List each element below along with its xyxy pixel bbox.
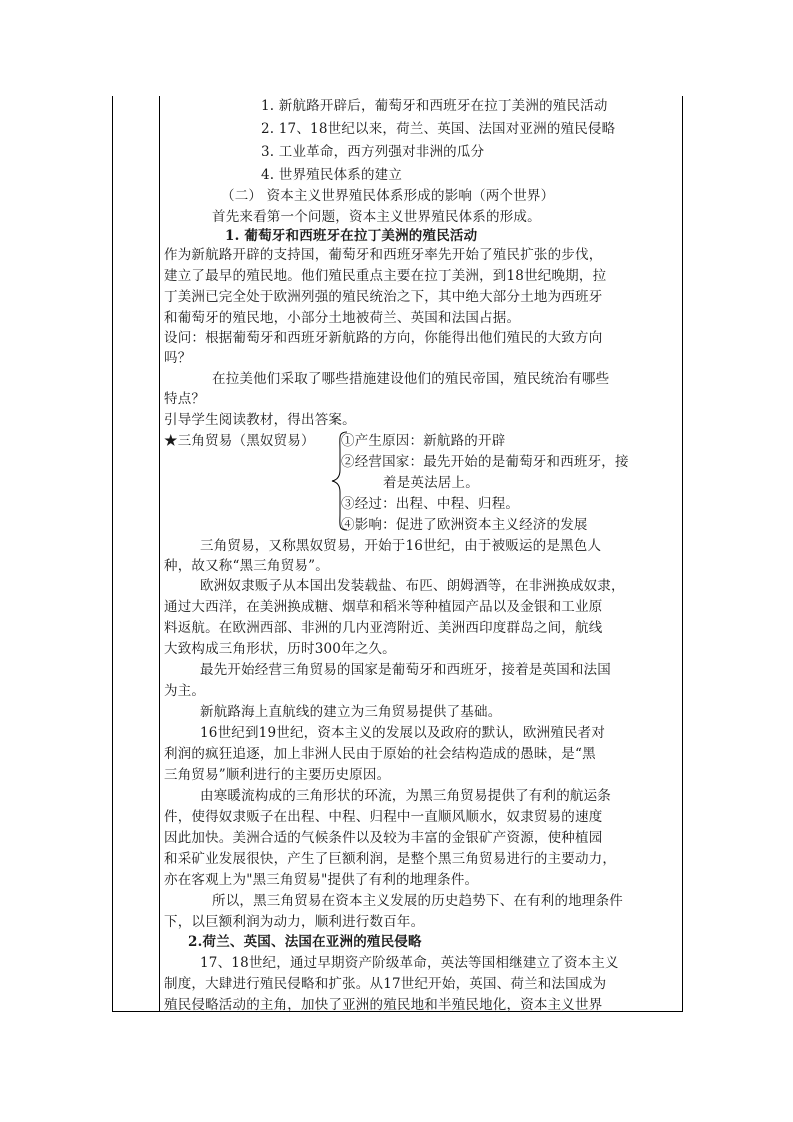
triangle-para-line: 下，以巨额利润为动力，顺利进行数百年。 [164,914,425,930]
outline-item-2: 2. 17、18世纪以来，荷兰、英国、法国对亚洲的殖民侵略 [261,121,616,137]
triangle-para-line: 亦在客观上为"黑三角贸易"提供了有利的地理条件。 [164,872,479,888]
triangle-para-line: 大致构成三角形状，历时300年之久。 [164,641,396,657]
triangle-para-line: 因此加快。美洲合适的气候条件以及较为丰富的金银矿产资源，使种植园 [164,830,603,846]
section1-heading: 1. 葡萄牙和西班牙在拉丁美洲的殖民活动 [225,228,478,244]
section-two-heading: （二） 资本主义世界殖民体系形成的影响（两个世界） [221,188,555,204]
outline-item-3: 3. 工业革命，西方列强对非洲的瓜分 [261,144,485,160]
table-column-divider [159,96,160,1011]
question-line: 设问：根据葡萄牙和西班牙新航路的方向，你能得出他们殖民的大致方向 [164,330,603,346]
section1-para-line: 丁美洲已完全处于欧洲列强的殖民统治之下，其中绝大部分土地为西班牙 [164,289,603,305]
triangle-para-line: 利润的疯狂追逐，加上非洲人民由于原始的社会结构造成的愚昧，是“黑 [164,746,596,762]
triangle-point-cont: 着是英法居上。 [383,475,479,491]
section2-heading: 2.荷兰、英国、法国在亚洲的殖民侵略 [188,934,422,950]
triangle-para-line: 种，故又称“黑三角贸易”。 [164,558,329,574]
section1-para-line: 作为新航路开辟的支持国，葡萄牙和西班牙率先开始了殖民扩张的步伐， [164,247,603,263]
brace-bracket [329,430,351,532]
question-line: 吗？ [164,350,192,366]
section2-para-line: 17、18世纪，通过早期资产阶级革命，英法等国相继建立了资本主义 [200,955,619,971]
triangle-para-line: 为主。 [164,683,206,699]
section2-para-line: 殖民侵略活动的主角，加快了亚洲的殖民地和半殖民地化，资本主义世界 [164,997,603,1013]
section1-para-line: 和葡萄牙的殖民地，小部分土地被荷兰、英国和法国占据。 [164,310,521,326]
section2-para-line: 制度，大肆进行殖民侵略和扩张。从17世纪开始，英国、荷兰和法国成为 [164,976,607,992]
question2-line: 在拉美他们采取了哪些措施建设他们的殖民帝国，殖民统治有哪些 [212,371,610,387]
triangle-point: ①产生原因：新航路的开辟 [341,433,506,449]
triangle-title: ★三角贸易（黑奴贸易） [164,433,315,449]
guide-line: 引导学生阅读教材，得出答案。 [164,412,356,428]
triangle-para-line: 欧洲奴隶贩子从本国出发装载盐、布匹、朗姆酒等，在非洲换成奴隶， [200,578,625,594]
triangle-para-line: 料返航。在欧洲西部、非洲的几内亚湾附近、美洲西印度群岛之间，航线 [164,620,603,636]
triangle-point: ③经过：出程、中程、归程。 [341,496,520,512]
triangle-point: ②经营国家：最先开始的是葡萄牙和西班牙，接 [341,454,629,470]
triangle-para-line: 通过大西洋，在美洲换成糖、烟草和稻米等种植园产品以及金银和工业原 [164,599,603,615]
triangle-para-line: 三角贸易，又称黑奴贸易，开始于16世纪，由于被贩运的是黑色人 [200,538,602,554]
triangle-para-line: 和采矿业发展很快，产生了巨额利润，是整个黑三角贸易进行的主要动力， [164,851,617,867]
triangle-para-line: 新航路海上直航线的建立为三角贸易提供了基础。 [200,704,502,720]
outline-item-4: 4. 世界殖民体系的建立 [261,167,403,183]
triangle-para-line: 最先开始经营三角贸易的国家是葡萄牙和西班牙，接着是英国和法国 [200,662,611,678]
triangle-para-line: 三角贸易”顺利进行的主要历史原因。 [164,767,391,783]
section1-para-line: 建立了最早的殖民地。他们殖民重点主要在拉丁美洲，到18世纪晚期，拉 [164,268,607,284]
question2-line: 特点？ [164,391,206,407]
intro-line: 首先来看第一个问题，资本主义世界殖民体系的形成。 [212,209,541,225]
triangle-para-line: 所以，黑三角贸易在资本主义发展的历史趋势下、在有利的地理条件 [212,893,623,909]
triangle-point: ④影响：促进了欧洲资本主义经济的发展 [341,517,588,533]
triangle-para-line: 件，使得奴隶贩子在出程、中程、归程中一直顺风顺水，奴隶贸易的速度 [164,809,603,825]
triangle-para-line: 16世纪到19世纪，资本主义的发展以及政府的默认，欧洲殖民者对 [200,725,606,741]
outline-item-1: 1. 新航路开辟后，葡萄牙和西班牙在拉丁美洲的殖民活动 [261,98,608,114]
triangle-para-line: 由寒暖流构成的三角形状的环流，为黑三角贸易提供了有利的航运条 [200,788,611,804]
